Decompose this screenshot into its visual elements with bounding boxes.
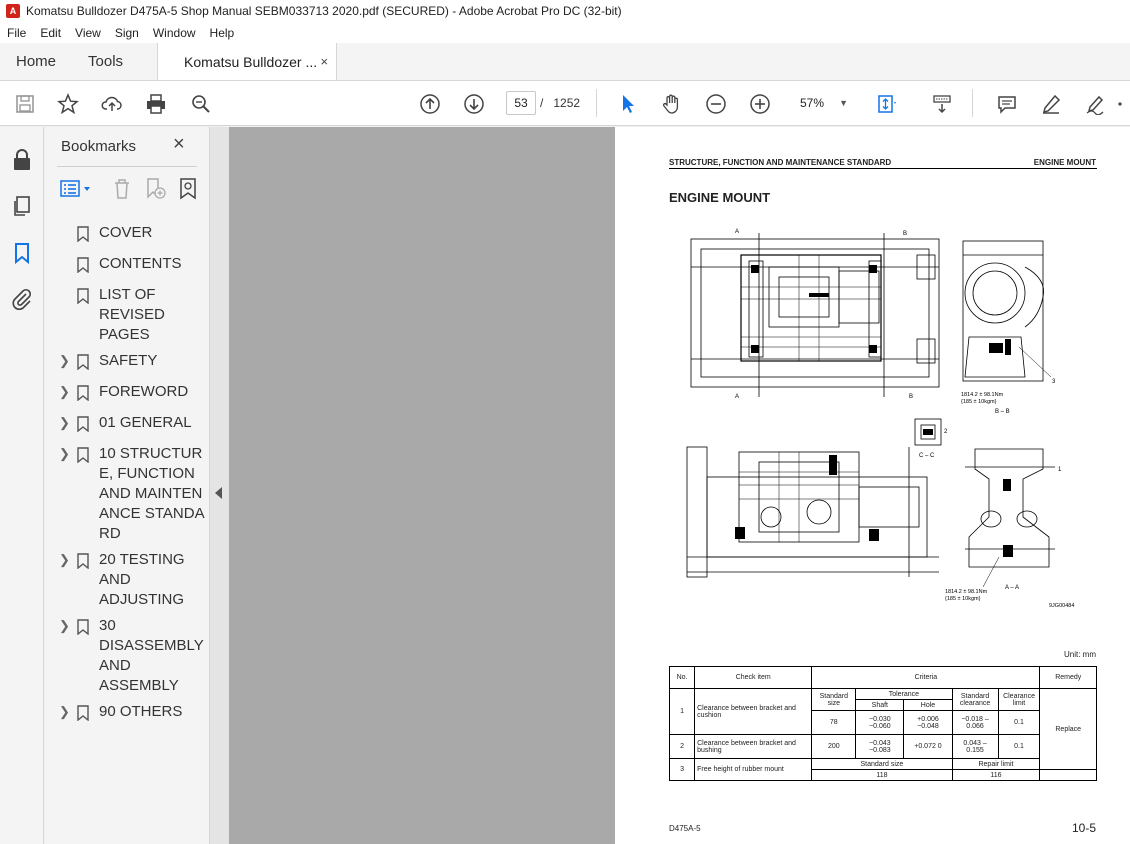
bookmarks-panel [45,127,210,844]
menu-file[interactable]: File [7,25,27,40]
chevron-right-icon[interactable]: ❯ [59,618,70,633]
remedy-cell-tail [1040,770,1097,781]
torque-spec-2-kgm: {185 ± 10kgm} [945,596,981,602]
tab-bar [0,43,1130,81]
bookmark-list-of-revised-pages[interactable] [45,285,210,345]
bookmark-icon [77,444,99,544]
upload-cloud-icon[interactable] [99,91,125,117]
save-icon[interactable] [12,91,38,117]
tab-home[interactable]: Home [16,53,57,70]
callout-1: 1 [1058,467,1062,473]
section-b-label-top: B [903,231,908,237]
row1-standard-clearance: −0.018 – 0.066 [952,711,998,735]
tab-tools[interactable]: Tools [88,53,124,70]
row2-standard-size: 200 [812,735,856,759]
row1-check-item: Clearance between bracket and cushion [695,689,812,735]
bookmark-cover[interactable] [45,223,210,248]
navigation-rail [0,127,44,844]
bookmark-label: CONTENTS [99,255,182,272]
chevron-down-icon: ▼ [839,98,848,108]
torque-spec-1: 1814.2 ± 98.1Nm [961,392,1004,398]
page-header-topic: ENGINE MOUNT [1033,158,1096,167]
panel-splitter[interactable] [210,127,229,844]
bookmark-label: 10 STRUCTURE, FUNCTION AND MAINTENANCE STANDARD [99,445,205,542]
bookmark-icon [77,550,99,610]
sign-pen-icon[interactable] [1082,91,1108,117]
section-bb-label: B – B [995,409,1010,415]
chevron-placeholder [59,254,77,279]
row2-standard-clearance: 0.043 – 0.155 [952,735,998,759]
header-clearance-limit: Clearance limit [998,689,1040,711]
torque-spec-2: 1814.2 ± 98.1Nm [945,589,988,595]
print-icon[interactable] [143,91,169,117]
row3-no: 3 [670,759,695,781]
chevron-right-icon[interactable]: ❯ [59,446,70,461]
bookmark-foreword[interactable] [45,382,210,407]
row2-check-item: Clearance between bracket and bushing [695,735,812,759]
header-shaft: Shaft [856,700,904,711]
bookmark-icon [77,382,99,407]
close-icon[interactable]: × [173,133,185,155]
lock-icon[interactable] [10,148,34,172]
bookmark-90-others[interactable] [45,702,210,727]
document-background [229,127,615,844]
callout-3: 3 [1052,379,1056,385]
callout-2: 2 [944,429,948,435]
section-cc-label: C – C [919,453,935,459]
page-thumbnails-icon[interactable] [10,194,34,218]
row2-clearance-limit: 0.1 [998,735,1040,759]
bookmark-icon [77,413,99,438]
scroll-mode-icon[interactable] [929,91,955,117]
bookmark-list [45,223,210,733]
section-b-label-bottom: B [909,394,914,400]
bookmark-icon [77,351,99,376]
torque-spec-1-kgm: {185 ± 10kgm} [961,399,997,405]
select-cursor-icon[interactable] [615,91,641,117]
hand-tool-icon[interactable] [659,91,685,117]
page-header-section: STRUCTURE, FUNCTION AND MAINTENANCE STANDARD [669,158,892,167]
zoom-level-select[interactable] [788,91,854,115]
row1-standard-size: 78 [812,711,856,735]
row1-no: 1 [670,689,695,735]
tab-document[interactable] [157,43,337,80]
fit-page-icon[interactable] [873,91,899,117]
bookmark-label: 01 GENERAL [99,414,192,431]
menu-help[interactable]: Help [209,25,235,40]
remedy-cell: Replace [1040,689,1097,770]
unit-label: Unit: mm [1064,650,1096,659]
header-standard-clearance: Standard clearance [952,689,998,711]
tab-document-label: Komatsu Bulldozer ... [184,53,318,70]
bookmark-icon [77,223,99,248]
bookmark-contents[interactable] [45,254,210,279]
row3-standard-size: 118 [812,770,952,781]
bookmark-safety[interactable] [45,351,210,376]
bookmark-label: 20 TESTING AND ADJUSTING [99,551,185,608]
toolbar-divider [596,89,597,117]
row2-no: 2 [670,735,695,759]
attachment-icon[interactable] [10,287,34,311]
zoom-in-icon[interactable] [747,91,773,117]
zoom-search-icon[interactable] [188,91,214,117]
toolbar-divider [972,89,973,117]
pdf-page [615,127,1130,844]
bookmarks-title: Bookmarks [61,138,137,155]
menu-sign[interactable]: Sign [114,25,139,40]
zoom-level-value: 57% [800,96,825,110]
maintenance-standard-table [669,666,1097,781]
page-footer-model: D475A-5 [669,824,701,833]
bookmark-search-icon[interactable] [177,177,199,201]
page-total [540,91,580,115]
chevron-right-icon[interactable]: ❯ [59,353,70,368]
zoom-out-icon[interactable] [703,91,729,117]
row2-hole: +0.072 0 [904,735,952,759]
bookmark-icon [77,702,99,727]
row3-check-item: Free height of rubber mount [695,759,812,781]
tab-close-icon[interactable]: × [320,54,329,69]
bookmarks-toolbar [59,177,199,201]
row1-hole: +0.006 −0.048 [904,711,952,735]
bookmark-label: SAFETY [99,352,158,369]
menu-window[interactable]: Window [152,25,196,40]
page-separator: / [540,96,544,110]
section-a-label-top: A [735,229,740,235]
delete-bookmark-icon[interactable] [111,177,133,201]
header-check-item: Check item [695,667,812,689]
star-icon[interactable] [55,91,81,117]
bookmark-icon [77,254,99,279]
collapse-panel-icon[interactable] [215,487,222,499]
previous-page-icon[interactable] [417,91,443,117]
menu-view[interactable]: View [75,25,101,40]
chevron-right-icon[interactable]: ❯ [59,384,70,399]
bookmark-20-testing[interactable] [45,550,210,610]
comment-icon[interactable] [994,91,1020,117]
menu-bar [0,22,1130,43]
bookmark-icon [77,616,99,696]
bookmark-panel-icon[interactable] [10,241,34,265]
page-title: ENGINE MOUNT [669,190,771,205]
acrobat-app-icon: A [6,4,20,18]
title-bar [0,0,1130,22]
chevron-right-icon[interactable]: ❯ [59,415,70,430]
bookmark-01-general[interactable] [45,413,210,438]
window-title: Komatsu Bulldozer D475A-5 Shop Manual SEBM033713 2020.pdf (SECURED) - Adobe Acrobat Pro DC (32-bit) [26,4,622,18]
row2-shaft: −0.043 −0.083 [856,735,904,759]
header-rule [669,168,1097,169]
figure-code: 9JG00484 [1049,603,1075,609]
row3-header-repair-limit: Repair limit [952,759,1040,770]
header-criteria: Criteria [812,667,1040,689]
next-page-icon[interactable] [461,91,487,117]
page-footer-number: 10-5 [1071,821,1096,835]
bookmark-label: LIST OF REVISED PAGES [99,286,165,343]
bookmark-label: 30 DISASSEMBLY AND ASSEMBLY [99,617,204,694]
bookmark-icon [77,285,99,345]
chevron-placeholder [59,223,77,248]
bookmark-label: COVER [99,224,153,241]
page-total-value: 1252 [553,96,581,110]
header-no: No. [670,667,695,689]
bookmark-10-structure[interactable] [45,444,210,544]
section-a-label-bottom: A [735,394,740,400]
bookmark-30-disassembly[interactable] [45,616,210,696]
header-hole: Hole [904,700,952,711]
row3-header-standard-size: Standard size [812,759,952,770]
new-bookmark-icon[interactable] [145,177,167,201]
more-tools-icon[interactable] [1114,91,1130,117]
chevron-placeholder [59,285,77,345]
divider [57,166,197,167]
header-tolerance: Tolerance [856,689,952,700]
toolbar [0,81,1130,126]
header-standard-size: Standard size [812,689,856,711]
row1-clearance-limit: 0.1 [998,711,1040,735]
header-remedy: Remedy [1040,667,1097,689]
section-aa-label: A – A [1005,585,1020,591]
menu-edit[interactable]: Edit [40,25,62,40]
engine-mount-diagram [669,227,1099,627]
chevron-right-icon[interactable]: ❯ [59,704,70,719]
bookmark-options-icon[interactable] [59,177,95,201]
page-number-input[interactable]: 53 [506,91,536,115]
row3-repair-limit: 116 [952,770,1040,781]
bookmark-label: FOREWORD [99,383,189,400]
highlight-pen-icon[interactable] [1038,91,1064,117]
row1-shaft: −0.030 −0.060 [856,711,904,735]
bookmark-label: 90 OTHERS [99,703,183,720]
chevron-right-icon[interactable]: ❯ [59,552,70,567]
